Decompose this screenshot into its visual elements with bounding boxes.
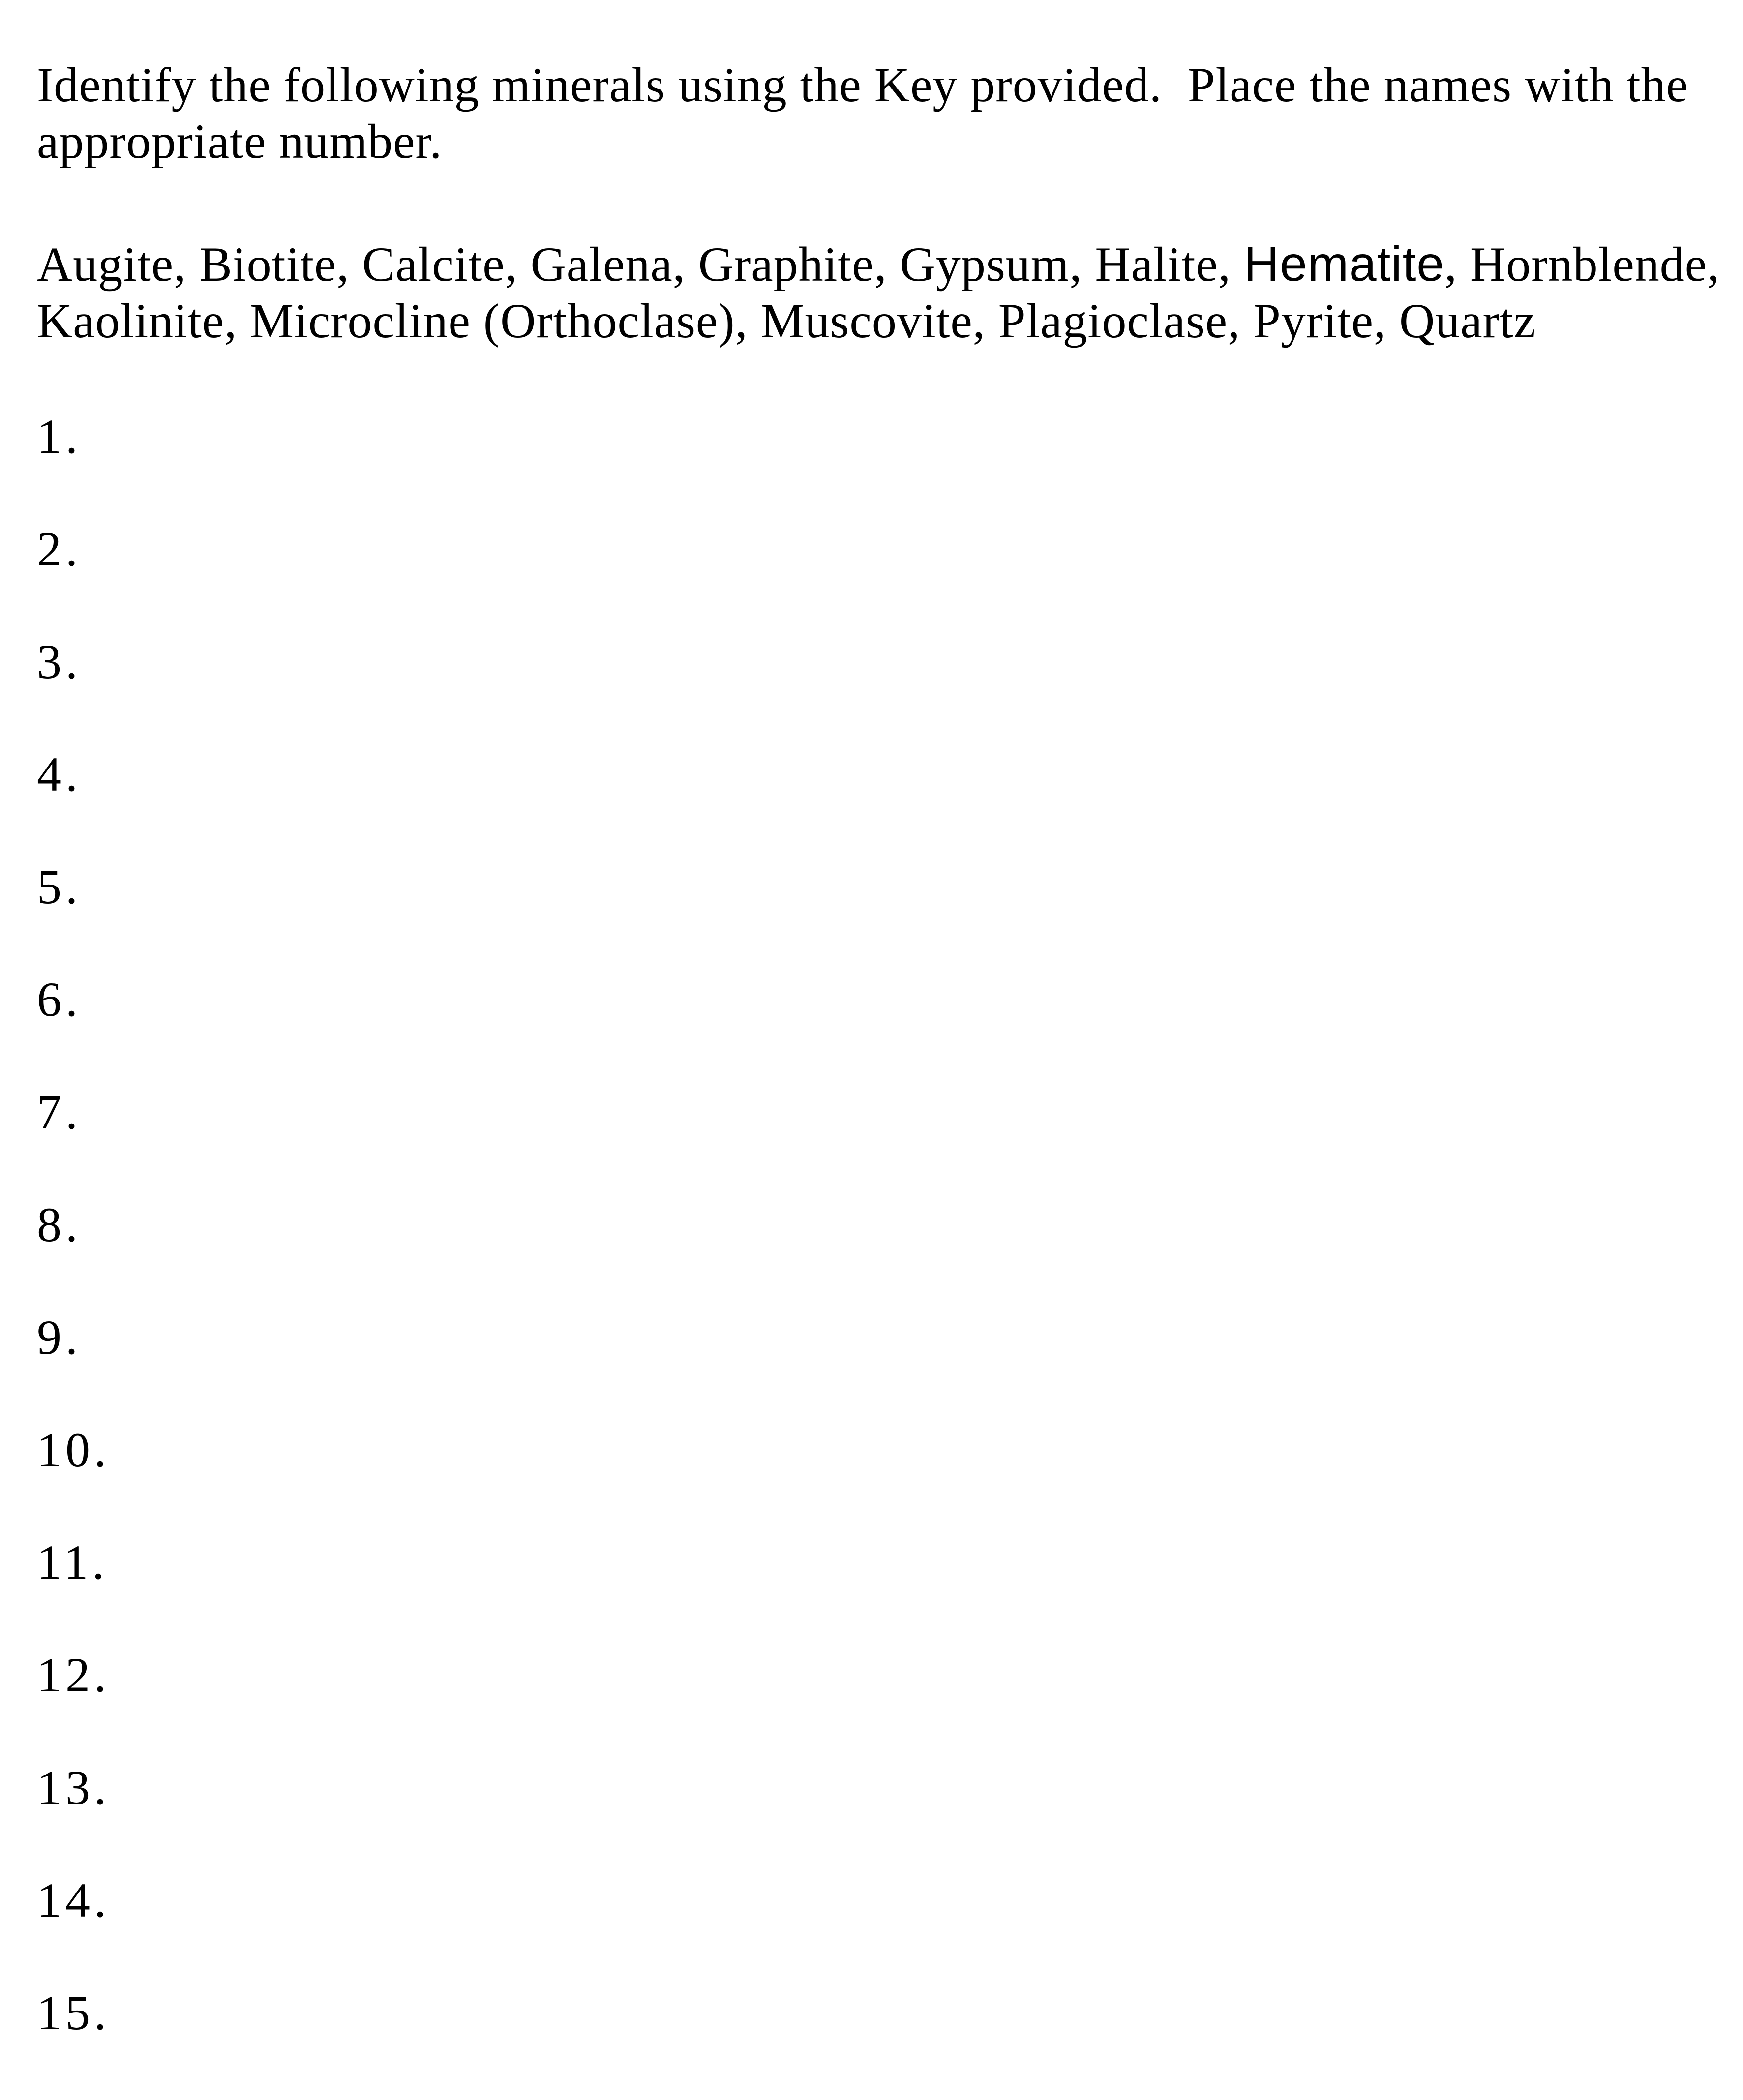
instructions-line-2: appropriate number. bbox=[37, 114, 443, 169]
instructions-line-1: Identify the following minerals using the Key provided. Place the names with the bbox=[37, 58, 1689, 112]
answer-number-1: 1. bbox=[37, 409, 82, 464]
answer-list bbox=[37, 408, 1723, 2041]
answer-number-7: 7. bbox=[37, 1085, 82, 1139]
answer-number-11: 11. bbox=[37, 1535, 109, 1590]
answer-number-8: 8. bbox=[37, 1197, 82, 1252]
answer-number-12: 12. bbox=[37, 1648, 110, 1702]
mineral-key-line1-after-hematite: , Hornblende, bbox=[1444, 237, 1720, 292]
mineral-key-hematite: Hematite bbox=[1243, 237, 1445, 292]
answer-number-6: 6. bbox=[37, 972, 82, 1027]
answer-number-13: 13. bbox=[37, 1760, 110, 1815]
mineral-key-line-1 bbox=[37, 236, 1723, 293]
answer-number-4: 4. bbox=[37, 747, 82, 801]
answer-number-2: 2. bbox=[37, 522, 82, 576]
answer-number-3: 3. bbox=[37, 634, 82, 689]
mineral-key-line-2: Kaolinite, Microcline (Orthoclase), Muscovite, Plagioclase, Pyrite, Quartz bbox=[37, 294, 1536, 348]
answer-number-9: 9. bbox=[37, 1310, 82, 1364]
mineral-key-paragraph bbox=[37, 236, 1723, 349]
answer-number-10: 10. bbox=[37, 1422, 110, 1477]
instructions-paragraph bbox=[37, 57, 1723, 170]
mineral-key-line1-before-hematite: Augite, Biotite, Calcite, Galena, Graphite, Gypsum, Halite, bbox=[37, 237, 1244, 292]
answer-number-5: 5. bbox=[37, 859, 82, 914]
answer-number-14: 14. bbox=[37, 1873, 110, 1927]
answer-number-15: 15. bbox=[37, 1985, 110, 2040]
